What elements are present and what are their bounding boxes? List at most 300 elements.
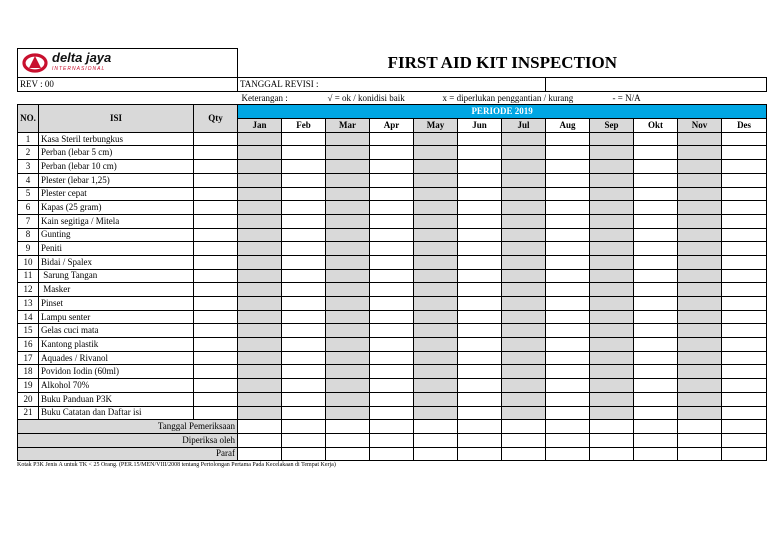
check-cell[interactable] [414,392,458,406]
check-cell[interactable] [370,338,414,352]
check-cell[interactable] [282,187,326,201]
item-qty-cell[interactable] [194,379,238,393]
check-cell[interactable] [678,201,722,215]
check-cell[interactable] [414,201,458,215]
check-cell[interactable] [282,242,326,256]
check-cell[interactable] [590,201,634,215]
footer-cell[interactable] [414,420,458,434]
check-cell[interactable] [502,214,546,228]
check-cell[interactable] [722,324,767,338]
check-cell[interactable] [326,392,370,406]
check-cell[interactable] [722,160,767,174]
check-cell[interactable] [590,338,634,352]
footer-cell[interactable] [678,420,722,434]
check-cell[interactable] [414,269,458,283]
check-cell[interactable] [634,173,678,187]
item-qty-cell[interactable] [194,351,238,365]
check-cell[interactable] [414,187,458,201]
check-cell[interactable] [678,173,722,187]
check-cell[interactable] [238,283,282,297]
check-cell[interactable] [678,406,722,420]
footer-cell[interactable] [546,433,590,447]
check-cell[interactable] [722,351,767,365]
check-cell[interactable] [722,242,767,256]
check-cell[interactable] [282,351,326,365]
check-cell[interactable] [678,228,722,242]
check-cell[interactable] [282,214,326,228]
check-cell[interactable] [370,214,414,228]
footer-cell[interactable] [502,447,546,461]
check-cell[interactable] [458,338,502,352]
check-cell[interactable] [546,310,590,324]
check-cell[interactable] [502,187,546,201]
footer-cell[interactable] [722,447,767,461]
check-cell[interactable] [502,255,546,269]
check-cell[interactable] [326,324,370,338]
check-cell[interactable] [546,379,590,393]
check-cell[interactable] [546,351,590,365]
check-cell[interactable] [502,132,546,146]
check-cell[interactable] [326,160,370,174]
check-cell[interactable] [722,310,767,324]
check-cell[interactable] [634,187,678,201]
check-cell[interactable] [678,310,722,324]
check-cell[interactable] [282,146,326,160]
check-cell[interactable] [238,324,282,338]
check-cell[interactable] [282,365,326,379]
check-cell[interactable] [502,173,546,187]
check-cell[interactable] [414,160,458,174]
item-qty-cell[interactable] [194,406,238,420]
check-cell[interactable] [238,214,282,228]
item-qty-cell[interactable] [194,338,238,352]
footer-cell[interactable] [326,447,370,461]
check-cell[interactable] [634,392,678,406]
footer-cell[interactable] [370,420,414,434]
item-qty-cell[interactable] [194,297,238,311]
check-cell[interactable] [678,255,722,269]
check-cell[interactable] [678,297,722,311]
check-cell[interactable] [722,406,767,420]
check-cell[interactable] [502,242,546,256]
check-cell[interactable] [370,351,414,365]
check-cell[interactable] [414,406,458,420]
check-cell[interactable] [590,255,634,269]
check-cell[interactable] [634,379,678,393]
check-cell[interactable] [238,379,282,393]
check-cell[interactable] [590,173,634,187]
check-cell[interactable] [414,324,458,338]
check-cell[interactable] [502,269,546,283]
check-cell[interactable] [370,201,414,215]
footer-cell[interactable] [282,447,326,461]
check-cell[interactable] [326,201,370,215]
check-cell[interactable] [546,228,590,242]
check-cell[interactable] [590,324,634,338]
check-cell[interactable] [458,201,502,215]
footer-cell[interactable] [546,447,590,461]
check-cell[interactable] [414,242,458,256]
check-cell[interactable] [458,173,502,187]
check-cell[interactable] [546,297,590,311]
check-cell[interactable] [546,338,590,352]
footer-cell[interactable] [370,447,414,461]
footer-cell[interactable] [678,447,722,461]
check-cell[interactable] [722,338,767,352]
check-cell[interactable] [370,255,414,269]
check-cell[interactable] [502,365,546,379]
check-cell[interactable] [722,255,767,269]
check-cell[interactable] [370,406,414,420]
item-qty-cell[interactable] [194,310,238,324]
check-cell[interactable] [238,132,282,146]
check-cell[interactable] [502,379,546,393]
footer-cell[interactable] [502,420,546,434]
check-cell[interactable] [502,146,546,160]
check-cell[interactable] [546,406,590,420]
item-qty-cell[interactable] [194,228,238,242]
check-cell[interactable] [458,132,502,146]
check-cell[interactable] [326,146,370,160]
footer-cell[interactable] [238,420,282,434]
footer-cell[interactable] [590,420,634,434]
check-cell[interactable] [326,187,370,201]
check-cell[interactable] [722,283,767,297]
check-cell[interactable] [590,297,634,311]
footer-cell[interactable] [458,433,502,447]
check-cell[interactable] [282,201,326,215]
check-cell[interactable] [546,214,590,228]
check-cell[interactable] [678,269,722,283]
check-cell[interactable] [546,146,590,160]
check-cell[interactable] [282,160,326,174]
check-cell[interactable] [590,379,634,393]
check-cell[interactable] [370,310,414,324]
footer-cell[interactable] [590,433,634,447]
check-cell[interactable] [326,242,370,256]
check-cell[interactable] [722,146,767,160]
check-cell[interactable] [326,379,370,393]
check-cell[interactable] [678,132,722,146]
check-cell[interactable] [546,255,590,269]
check-cell[interactable] [502,160,546,174]
check-cell[interactable] [370,365,414,379]
check-cell[interactable] [634,324,678,338]
check-cell[interactable] [634,146,678,160]
item-qty-cell[interactable] [194,132,238,146]
check-cell[interactable] [238,365,282,379]
check-cell[interactable] [634,132,678,146]
item-qty-cell[interactable] [194,214,238,228]
check-cell[interactable] [326,269,370,283]
check-cell[interactable] [326,310,370,324]
footer-cell[interactable] [722,420,767,434]
check-cell[interactable] [458,324,502,338]
footer-cell[interactable] [634,447,678,461]
check-cell[interactable] [546,365,590,379]
check-cell[interactable] [458,269,502,283]
check-cell[interactable] [238,228,282,242]
item-qty-cell[interactable] [194,255,238,269]
check-cell[interactable] [546,173,590,187]
check-cell[interactable] [502,283,546,297]
check-cell[interactable] [282,324,326,338]
check-cell[interactable] [238,338,282,352]
check-cell[interactable] [370,269,414,283]
check-cell[interactable] [458,160,502,174]
item-qty-cell[interactable] [194,187,238,201]
check-cell[interactable] [414,297,458,311]
check-cell[interactable] [414,228,458,242]
check-cell[interactable] [238,173,282,187]
check-cell[interactable] [414,283,458,297]
check-cell[interactable] [590,269,634,283]
check-cell[interactable] [590,146,634,160]
check-cell[interactable] [282,283,326,297]
check-cell[interactable] [238,351,282,365]
footer-cell[interactable] [458,447,502,461]
footer-cell[interactable] [238,433,282,447]
check-cell[interactable] [326,228,370,242]
check-cell[interactable] [546,160,590,174]
check-cell[interactable] [370,187,414,201]
check-cell[interactable] [414,338,458,352]
item-qty-cell[interactable] [194,201,238,215]
check-cell[interactable] [634,338,678,352]
item-qty-cell[interactable] [194,324,238,338]
check-cell[interactable] [722,379,767,393]
footer-cell[interactable] [414,433,458,447]
check-cell[interactable] [722,187,767,201]
check-cell[interactable] [634,297,678,311]
check-cell[interactable] [590,310,634,324]
check-cell[interactable] [370,379,414,393]
check-cell[interactable] [238,310,282,324]
footer-cell[interactable] [238,447,282,461]
footer-cell[interactable] [282,420,326,434]
check-cell[interactable] [326,255,370,269]
check-cell[interactable] [282,338,326,352]
check-cell[interactable] [238,406,282,420]
check-cell[interactable] [458,365,502,379]
check-cell[interactable] [546,283,590,297]
check-cell[interactable] [282,406,326,420]
check-cell[interactable] [414,146,458,160]
check-cell[interactable] [634,269,678,283]
check-cell[interactable] [722,269,767,283]
check-cell[interactable] [678,365,722,379]
item-qty-cell[interactable] [194,173,238,187]
check-cell[interactable] [238,255,282,269]
check-cell[interactable] [282,173,326,187]
check-cell[interactable] [414,255,458,269]
check-cell[interactable] [458,187,502,201]
check-cell[interactable] [634,255,678,269]
check-cell[interactable] [590,160,634,174]
check-cell[interactable] [326,297,370,311]
check-cell[interactable] [678,160,722,174]
check-cell[interactable] [326,338,370,352]
check-cell[interactable] [370,160,414,174]
check-cell[interactable] [502,201,546,215]
check-cell[interactable] [590,132,634,146]
check-cell[interactable] [590,214,634,228]
check-cell[interactable] [590,187,634,201]
item-qty-cell[interactable] [194,242,238,256]
check-cell[interactable] [546,242,590,256]
check-cell[interactable] [370,146,414,160]
check-cell[interactable] [414,132,458,146]
footer-cell[interactable] [326,420,370,434]
check-cell[interactable] [414,310,458,324]
check-cell[interactable] [458,283,502,297]
check-cell[interactable] [678,187,722,201]
check-cell[interactable] [678,214,722,228]
check-cell[interactable] [634,242,678,256]
check-cell[interactable] [722,173,767,187]
check-cell[interactable] [502,324,546,338]
check-cell[interactable] [370,242,414,256]
check-cell[interactable] [238,392,282,406]
check-cell[interactable] [238,269,282,283]
footer-cell[interactable] [458,420,502,434]
check-cell[interactable] [326,365,370,379]
check-cell[interactable] [326,283,370,297]
check-cell[interactable] [414,214,458,228]
check-cell[interactable] [458,297,502,311]
item-qty-cell[interactable] [194,269,238,283]
footer-cell[interactable] [590,447,634,461]
check-cell[interactable] [634,406,678,420]
check-cell[interactable] [458,351,502,365]
check-cell[interactable] [458,146,502,160]
check-cell[interactable] [326,351,370,365]
check-cell[interactable] [678,242,722,256]
check-cell[interactable] [370,132,414,146]
check-cell[interactable] [722,297,767,311]
check-cell[interactable] [502,392,546,406]
check-cell[interactable] [326,173,370,187]
check-cell[interactable] [634,365,678,379]
check-cell[interactable] [370,283,414,297]
footer-cell[interactable] [722,433,767,447]
check-cell[interactable] [634,201,678,215]
check-cell[interactable] [282,228,326,242]
check-cell[interactable] [282,379,326,393]
check-cell[interactable] [634,228,678,242]
check-cell[interactable] [722,365,767,379]
check-cell[interactable] [458,228,502,242]
footer-cell[interactable] [370,433,414,447]
check-cell[interactable] [590,392,634,406]
check-cell[interactable] [458,406,502,420]
tanggal-revisi-value[interactable] [546,78,767,92]
check-cell[interactable] [678,146,722,160]
footer-cell[interactable] [546,420,590,434]
check-cell[interactable] [282,310,326,324]
check-cell[interactable] [458,310,502,324]
check-cell[interactable] [458,255,502,269]
item-qty-cell[interactable] [194,283,238,297]
check-cell[interactable] [458,214,502,228]
check-cell[interactable] [590,283,634,297]
footer-cell[interactable] [414,447,458,461]
check-cell[interactable] [634,351,678,365]
check-cell[interactable] [678,379,722,393]
check-cell[interactable] [282,132,326,146]
check-cell[interactable] [326,132,370,146]
check-cell[interactable] [722,228,767,242]
check-cell[interactable] [546,187,590,201]
check-cell[interactable] [722,132,767,146]
check-cell[interactable] [722,201,767,215]
check-cell[interactable] [238,242,282,256]
check-cell[interactable] [414,365,458,379]
check-cell[interactable] [282,392,326,406]
check-cell[interactable] [634,160,678,174]
check-cell[interactable] [370,392,414,406]
check-cell[interactable] [678,338,722,352]
check-cell[interactable] [678,392,722,406]
check-cell[interactable] [590,351,634,365]
check-cell[interactable] [238,201,282,215]
check-cell[interactable] [634,310,678,324]
check-cell[interactable] [678,351,722,365]
check-cell[interactable] [502,351,546,365]
footer-cell[interactable] [634,420,678,434]
footer-cell[interactable] [634,433,678,447]
check-cell[interactable] [678,283,722,297]
footer-cell[interactable] [282,433,326,447]
check-cell[interactable] [502,297,546,311]
footer-cell[interactable] [678,433,722,447]
check-cell[interactable] [590,365,634,379]
check-cell[interactable] [370,324,414,338]
check-cell[interactable] [722,392,767,406]
check-cell[interactable] [458,379,502,393]
check-cell[interactable] [414,173,458,187]
check-cell[interactable] [282,269,326,283]
check-cell[interactable] [370,228,414,242]
check-cell[interactable] [370,297,414,311]
check-cell[interactable] [238,146,282,160]
check-cell[interactable] [590,406,634,420]
check-cell[interactable] [722,214,767,228]
footer-cell[interactable] [326,433,370,447]
check-cell[interactable] [238,187,282,201]
item-qty-cell[interactable] [194,160,238,174]
check-cell[interactable] [502,406,546,420]
check-cell[interactable] [414,351,458,365]
check-cell[interactable] [282,297,326,311]
check-cell[interactable] [414,379,458,393]
check-cell[interactable] [634,214,678,228]
check-cell[interactable] [326,214,370,228]
check-cell[interactable] [546,269,590,283]
check-cell[interactable] [458,242,502,256]
item-qty-cell[interactable] [194,365,238,379]
check-cell[interactable] [678,324,722,338]
check-cell[interactable] [546,324,590,338]
check-cell[interactable] [590,228,634,242]
check-cell[interactable] [370,173,414,187]
check-cell[interactable] [238,160,282,174]
item-qty-cell[interactable] [194,392,238,406]
check-cell[interactable] [502,310,546,324]
check-cell[interactable] [546,201,590,215]
check-cell[interactable] [238,297,282,311]
check-cell[interactable] [502,228,546,242]
